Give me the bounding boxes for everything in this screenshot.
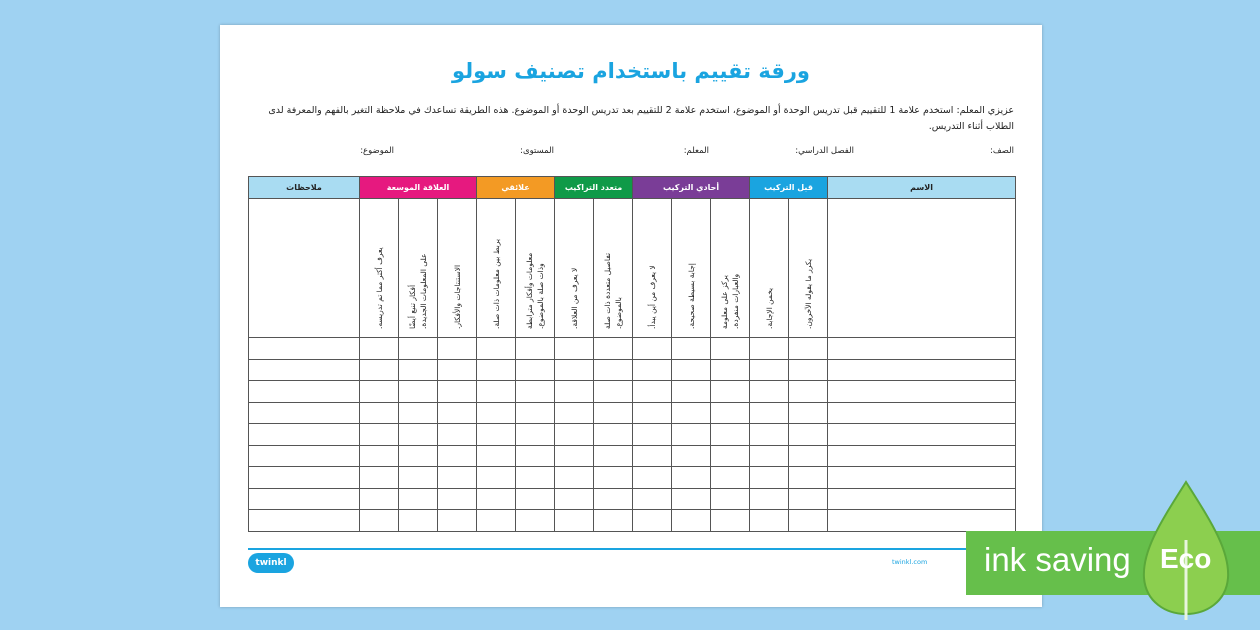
table-cell[interactable] xyxy=(750,445,789,467)
table-cell[interactable] xyxy=(477,359,516,381)
table-cell[interactable] xyxy=(477,445,516,467)
table-row xyxy=(249,467,1016,489)
field-semester: الفصل الدراسي: xyxy=(795,146,854,156)
table-cell[interactable] xyxy=(711,488,750,510)
table-cell[interactable] xyxy=(249,445,360,467)
name-cell[interactable] xyxy=(828,199,1016,338)
criterion-cell xyxy=(438,199,477,338)
table-cell[interactable] xyxy=(555,467,594,489)
table-cell[interactable] xyxy=(399,424,438,446)
criterion-text: إجابة بسيطة صحيحة. xyxy=(686,263,696,329)
table-cell[interactable] xyxy=(633,381,672,403)
table-cell[interactable] xyxy=(828,510,1016,532)
table-cell[interactable] xyxy=(360,510,399,532)
table-cell[interactable] xyxy=(633,402,672,424)
table-cell[interactable] xyxy=(633,488,672,510)
table-cell[interactable] xyxy=(828,488,1016,510)
table-cell[interactable] xyxy=(750,510,789,532)
table-row xyxy=(249,359,1016,381)
table-cell[interactable] xyxy=(594,402,633,424)
table-cell[interactable] xyxy=(594,381,633,403)
criterion-cell xyxy=(672,199,711,338)
table-cell[interactable] xyxy=(789,488,828,510)
table-cell[interactable] xyxy=(672,402,711,424)
criterion-text: تفاصيل متعددة ذات صلة بالموضوع. xyxy=(603,252,624,329)
table-cell[interactable] xyxy=(360,467,399,489)
table-cell[interactable] xyxy=(438,488,477,510)
table-cell[interactable] xyxy=(477,381,516,403)
table-cell[interactable] xyxy=(828,467,1016,489)
criterion-cell xyxy=(399,199,438,338)
criterion-text: يخمن الإجابة. xyxy=(764,287,774,329)
table-cell[interactable] xyxy=(750,402,789,424)
table-cell[interactable] xyxy=(789,381,828,403)
notes-cell[interactable] xyxy=(249,199,360,338)
criterion-text: يكرر ما يقوله الآخرون. xyxy=(803,258,813,329)
table-cell[interactable] xyxy=(438,510,477,532)
table-cell[interactable] xyxy=(438,381,477,403)
field-topic: الموضوع: xyxy=(360,146,394,156)
field-grade: الصف: xyxy=(990,146,1014,156)
table-cell[interactable] xyxy=(711,467,750,489)
criterion-cell xyxy=(750,199,789,338)
table-cell[interactable] xyxy=(711,424,750,446)
table-cell[interactable] xyxy=(516,402,555,424)
table-cell[interactable] xyxy=(360,381,399,403)
table-cell[interactable] xyxy=(711,402,750,424)
table-cell[interactable] xyxy=(750,467,789,489)
table-cell[interactable] xyxy=(360,359,399,381)
table-cell[interactable] xyxy=(789,359,828,381)
table-row xyxy=(249,402,1016,424)
table-cell[interactable] xyxy=(594,467,633,489)
table-cell[interactable] xyxy=(633,338,672,360)
criterion-text: لا يعرف من العلاقة. xyxy=(569,267,579,329)
table-cell[interactable] xyxy=(438,424,477,446)
footer-url[interactable]: twinkl.com xyxy=(892,558,928,566)
criteria-row xyxy=(249,199,1016,338)
table-cell[interactable] xyxy=(516,381,555,403)
criterion-cell xyxy=(594,199,633,338)
header-fields xyxy=(248,146,1014,160)
table-row xyxy=(249,424,1016,446)
table-cell[interactable] xyxy=(555,402,594,424)
table-cell[interactable] xyxy=(672,445,711,467)
table-cell[interactable] xyxy=(828,445,1016,467)
table-cell[interactable] xyxy=(438,445,477,467)
table-cell[interactable] xyxy=(750,424,789,446)
table-cell[interactable] xyxy=(249,424,360,446)
header-prestructural: قبل التركيب xyxy=(750,177,828,199)
criterion-cell xyxy=(516,199,555,338)
header-notes: ملاحظات xyxy=(249,177,360,199)
table-cell[interactable] xyxy=(360,488,399,510)
criterion-text: معلومات وأفكار مترابطة وذات صلة بالموضوع. xyxy=(525,252,546,329)
table-cell[interactable] xyxy=(555,359,594,381)
table-cell[interactable] xyxy=(633,510,672,532)
table-cell[interactable] xyxy=(249,402,360,424)
table-cell[interactable] xyxy=(360,424,399,446)
criterion-text: الاستنتاجات والأفكار. xyxy=(452,264,462,329)
table-cell[interactable] xyxy=(249,510,360,532)
table-cell[interactable] xyxy=(249,381,360,403)
criterion-text: يركز على معلومة والعبارات منفردة. xyxy=(720,273,741,329)
table-cell[interactable] xyxy=(672,359,711,381)
table-row xyxy=(249,338,1016,360)
page-title: ورقة تقييم باستخدام تصنيف سولو xyxy=(452,59,810,83)
table-cell[interactable] xyxy=(750,338,789,360)
footer-divider xyxy=(248,548,972,550)
criterion-text: أفكار تنبع أيضًا على المعلومات الجديدة. xyxy=(408,253,429,329)
table-cell[interactable] xyxy=(789,402,828,424)
table-cell[interactable] xyxy=(438,359,477,381)
eco-label: Eco xyxy=(1160,543,1212,574)
table-cell[interactable] xyxy=(633,424,672,446)
table-cell[interactable] xyxy=(399,402,438,424)
table-row xyxy=(249,445,1016,467)
header-extended-abstract: العلاقة الموسعة xyxy=(360,177,477,199)
student-rows xyxy=(249,338,1016,532)
table-cell[interactable] xyxy=(438,467,477,489)
header-relational: علائقي xyxy=(477,177,555,199)
header-unistructural: أحادي التركيب xyxy=(633,177,750,199)
table-cell[interactable] xyxy=(399,359,438,381)
table-cell[interactable] xyxy=(672,381,711,403)
table-cell[interactable] xyxy=(828,424,1016,446)
criterion-cell xyxy=(633,199,672,338)
table-cell[interactable] xyxy=(249,338,360,360)
table-row xyxy=(249,488,1016,510)
table-cell[interactable] xyxy=(672,467,711,489)
header-name: الاسم xyxy=(828,177,1016,199)
table-cell[interactable] xyxy=(555,510,594,532)
table-cell[interactable] xyxy=(711,510,750,532)
table-cell[interactable] xyxy=(750,359,789,381)
table-cell[interactable] xyxy=(477,467,516,489)
table-cell[interactable] xyxy=(672,338,711,360)
criterion-cell xyxy=(789,199,828,338)
solo-assessment-table xyxy=(248,176,1016,532)
table-cell[interactable] xyxy=(360,445,399,467)
table-cell[interactable] xyxy=(672,488,711,510)
table-cell[interactable] xyxy=(633,359,672,381)
table-cell[interactable] xyxy=(516,338,555,360)
field-teacher: المعلم: xyxy=(683,146,709,156)
table-cell[interactable] xyxy=(399,488,438,510)
table-cell[interactable] xyxy=(555,445,594,467)
table-cell[interactable] xyxy=(555,488,594,510)
table-cell[interactable] xyxy=(399,338,438,360)
table-cell[interactable] xyxy=(249,359,360,381)
table-cell[interactable] xyxy=(672,510,711,532)
table-cell[interactable] xyxy=(711,359,750,381)
table-cell[interactable] xyxy=(555,424,594,446)
table-cell[interactable] xyxy=(594,488,633,510)
criterion-cell xyxy=(360,199,399,338)
table-cell[interactable] xyxy=(594,510,633,532)
criterion-text: يعرف أكثر مما تم تدريسه. xyxy=(374,247,384,329)
table-cell[interactable] xyxy=(399,467,438,489)
field-level: المستوى: xyxy=(520,146,554,156)
table-cell[interactable] xyxy=(249,467,360,489)
teacher-instructions: عزيزي المعلم: استخدم علامة 1 للتقييم قبل تدريس الوحدة أو الموضوع، استخدم علامة 2 للتقييم بعد تدريس الوحدة أو الموضوع. هذه الطريقة تساعدك في ملاحظة التغير بالفهم والمعرفة لدى الطلاب أثناء التدريس. xyxy=(268,105,1014,132)
table-cell[interactable] xyxy=(477,424,516,446)
table-cell[interactable] xyxy=(789,445,828,467)
table-cell[interactable] xyxy=(828,381,1016,403)
table-cell[interactable] xyxy=(516,424,555,446)
table-row xyxy=(249,381,1016,403)
table-cell[interactable] xyxy=(516,510,555,532)
table-cell[interactable] xyxy=(516,445,555,467)
ink-saving-label: ink saving xyxy=(984,541,1131,578)
table-cell[interactable] xyxy=(555,381,594,403)
table-cell[interactable] xyxy=(711,445,750,467)
table-cell[interactable] xyxy=(633,445,672,467)
table-cell[interactable] xyxy=(789,510,828,532)
criterion-cell xyxy=(555,199,594,338)
criterion-cell xyxy=(711,199,750,338)
table-cell[interactable] xyxy=(711,381,750,403)
table-cell[interactable] xyxy=(438,338,477,360)
table-cell[interactable] xyxy=(477,338,516,360)
table-row xyxy=(249,510,1016,532)
worksheet-page xyxy=(220,25,1042,607)
table-header-row xyxy=(249,177,1016,199)
table-cell[interactable] xyxy=(360,338,399,360)
table-cell[interactable] xyxy=(828,402,1016,424)
table-cell[interactable] xyxy=(516,467,555,489)
table-cell[interactable] xyxy=(594,424,633,446)
table-cell[interactable] xyxy=(477,488,516,510)
table-cell[interactable] xyxy=(750,381,789,403)
table-cell[interactable] xyxy=(672,424,711,446)
table-cell[interactable] xyxy=(399,445,438,467)
table-cell[interactable] xyxy=(789,424,828,446)
criterion-text: لا يعرف من أين يبدأ. xyxy=(647,265,657,329)
table-cell[interactable] xyxy=(249,488,360,510)
table-cell[interactable] xyxy=(789,338,828,360)
table-cell[interactable] xyxy=(516,359,555,381)
table-cell[interactable] xyxy=(516,488,555,510)
table-cell[interactable] xyxy=(399,381,438,403)
table-cell[interactable] xyxy=(594,445,633,467)
table-cell[interactable] xyxy=(555,338,594,360)
table-cell[interactable] xyxy=(633,467,672,489)
criterion-cell xyxy=(477,199,516,338)
table-cell[interactable] xyxy=(477,402,516,424)
table-cell[interactable] xyxy=(828,338,1016,360)
table-cell[interactable] xyxy=(360,402,399,424)
table-cell[interactable] xyxy=(711,338,750,360)
table-cell[interactable] xyxy=(399,510,438,532)
table-cell[interactable] xyxy=(594,359,633,381)
table-cell[interactable] xyxy=(750,488,789,510)
header-multistructural: متعدد التراكيب xyxy=(555,177,633,199)
twinkl-logo: twinkl xyxy=(248,553,294,573)
table-cell[interactable] xyxy=(438,402,477,424)
table-cell[interactable] xyxy=(789,467,828,489)
table-cell[interactable] xyxy=(594,338,633,360)
table-cell[interactable] xyxy=(828,359,1016,381)
criterion-text: يربط بين معلومات ذات صلة. xyxy=(491,238,501,329)
table-cell[interactable] xyxy=(477,510,516,532)
